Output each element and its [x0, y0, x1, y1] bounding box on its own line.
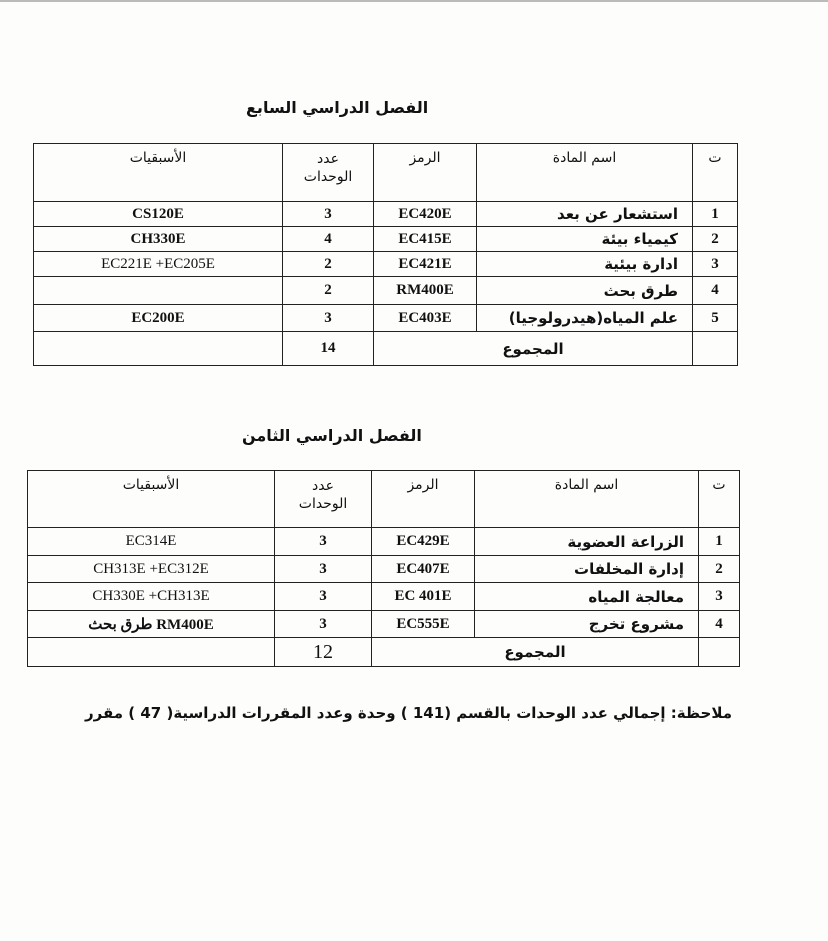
course-prereq — [34, 277, 283, 305]
header-prereq: الأسبقيات — [34, 144, 283, 202]
table-row — [28, 611, 740, 638]
row-idx: 1 — [693, 202, 738, 227]
row-idx: 4 — [699, 611, 740, 638]
total-label: المجموع — [374, 332, 693, 366]
header-code: الرمز — [372, 471, 475, 528]
header-units-line2: الوحدات — [303, 169, 353, 185]
course-code: EC429E — [372, 528, 475, 556]
course-prereq: CH313E +EC312E — [28, 556, 275, 583]
course-code: EC555E — [372, 611, 475, 638]
row-idx: 4 — [693, 277, 738, 305]
course-code: EC403E — [374, 305, 477, 332]
course-name: طرق بحث — [477, 277, 693, 305]
course-code: EC420E — [374, 202, 477, 227]
row-idx: 2 — [693, 227, 738, 252]
course-prereq: CH330E — [34, 227, 283, 252]
total-units: 12 — [275, 638, 372, 667]
course-units: 3 — [275, 556, 372, 583]
course-units: 3 — [275, 611, 372, 638]
row-idx: 1 — [699, 528, 740, 556]
total-idx-empty — [699, 638, 740, 667]
semester7-table — [33, 143, 738, 366]
table-row — [34, 305, 738, 332]
course-code: RM400E — [374, 277, 477, 305]
table-row — [28, 556, 740, 583]
header-name: اسم المادة — [477, 144, 693, 202]
header-units-line1: عدد — [312, 478, 334, 494]
course-name: إدارة المخلفات — [475, 556, 699, 583]
course-name: علم المياه(هيدرولوجيا) — [477, 305, 693, 332]
course-name: كيمياء بيئة — [477, 227, 693, 252]
table-row — [34, 277, 738, 305]
header-units — [275, 471, 372, 528]
course-code: EC 401E — [372, 583, 475, 611]
total-prereq-empty — [28, 638, 275, 667]
course-units: 3 — [275, 528, 372, 556]
total-row — [34, 332, 738, 366]
course-units: 3 — [283, 202, 374, 227]
course-prereq: EC221E +EC205E — [34, 252, 283, 277]
course-units: 3 — [283, 305, 374, 332]
table-row — [34, 202, 738, 227]
course-code: EC421E — [374, 252, 477, 277]
total-units: 14 — [283, 332, 374, 366]
total-prereq-empty — [34, 332, 283, 366]
total-label: المجموع — [372, 638, 699, 667]
header-code: الرمز — [374, 144, 477, 202]
table-row — [28, 528, 740, 556]
header-idx: ت — [693, 144, 738, 202]
semester8-title: الفصل الدراسي الثامن — [242, 426, 422, 445]
header-prereq: الأسبقيات — [28, 471, 275, 528]
course-name: ادارة بيئية — [477, 252, 693, 277]
course-code: EC407E — [372, 556, 475, 583]
header-idx: ت — [699, 471, 740, 528]
course-prereq: RM400E طرق بحث — [28, 611, 275, 638]
course-prereq: EC314E — [28, 528, 275, 556]
course-name: معالجة المياه — [475, 583, 699, 611]
course-name: مشروع تخرج — [475, 611, 699, 638]
row-idx: 5 — [693, 305, 738, 332]
header-units-line1: عدد — [317, 151, 339, 167]
header-name: اسم المادة — [475, 471, 699, 528]
course-units: 4 — [283, 227, 374, 252]
course-name: الزراعة العضوية — [475, 528, 699, 556]
table-header-row — [34, 144, 738, 202]
semester8-table — [27, 470, 740, 667]
total-row — [28, 638, 740, 667]
course-code: EC415E — [374, 227, 477, 252]
page-top-edge — [0, 0, 828, 2]
total-idx-empty — [693, 332, 738, 366]
course-units: 3 — [275, 583, 372, 611]
table-row — [28, 583, 740, 611]
course-units: 2 — [283, 252, 374, 277]
course-prereq: CH330E +CH313E — [28, 583, 275, 611]
semester7-title: الفصل الدراسي السابع — [246, 98, 429, 117]
header-units-line2: الوحدات — [298, 496, 348, 512]
header-units — [283, 144, 374, 202]
summary-note: ملاحظة: إجمالي عدد الوحدات بالقسم (141 ) وحدة وعدد المقررات الدراسية( 47 ) مقرر — [85, 704, 732, 722]
course-prereq: EC200E — [34, 305, 283, 332]
table-row — [34, 227, 738, 252]
row-idx: 3 — [693, 252, 738, 277]
table-row — [34, 252, 738, 277]
course-name: استشعار عن بعد — [477, 202, 693, 227]
table-header-row — [28, 471, 740, 528]
course-prereq: CS120E — [34, 202, 283, 227]
row-idx: 2 — [699, 556, 740, 583]
row-idx: 3 — [699, 583, 740, 611]
course-units: 2 — [283, 277, 374, 305]
